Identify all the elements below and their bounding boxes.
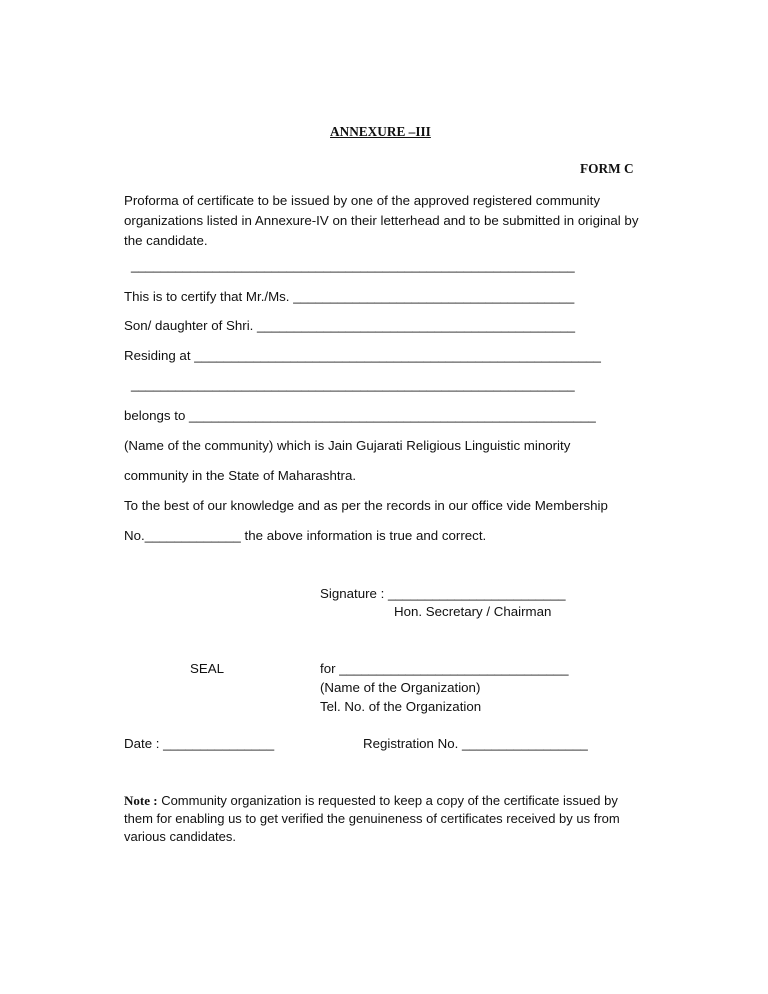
date-field: Date : _______________ xyxy=(124,736,275,751)
belongs-line: belongs to _______________________________________________________ xyxy=(124,408,596,423)
signatory-role: Hon. Secretary / Chairman xyxy=(394,604,552,619)
best-knowledge-line: To the best of our knowledge and as per the records in our office vide Membership xyxy=(124,498,608,513)
separator-line: ____________________________________________________________ xyxy=(131,258,575,273)
organization-tel-caption: Tel. No. of the Organization xyxy=(320,699,482,714)
son-daughter-line: Son/ daughter of Shri. ___________________________________________ xyxy=(124,318,576,333)
separator-line-2: ____________________________________________________________ xyxy=(131,377,575,392)
registration-field: Registration No. _________________ xyxy=(363,736,588,751)
signature-field: Signature : ________________________ xyxy=(320,586,566,601)
intro-paragraph: Proforma of certificate to be issued by one of the approved registered community organizations listed in Annexure-IV on their letterhead and to be submitted in original by the candidate. xyxy=(124,193,639,248)
certify-line: This is to certify that Mr./Ms. ______________________________________ xyxy=(124,289,575,304)
seal-label: SEAL xyxy=(190,661,225,676)
note-label: Note : xyxy=(124,793,158,808)
organization-field: for _______________________________ xyxy=(320,661,569,676)
residing-line: Residing at _______________________________________________________ xyxy=(124,348,601,363)
community-state-line: community in the State of Maharashtra. xyxy=(124,468,357,483)
note-text: Community organization is requested to keep a copy of the certificate issued by them for enabling us to get verified the genuineness of certificates received by us from various candidates. xyxy=(124,793,620,844)
form-label: FORM C xyxy=(580,161,634,176)
note-paragraph xyxy=(124,792,624,846)
annexure-title: ANNEXURE –III xyxy=(330,124,431,139)
membership-line: No._____________ the above information is true and correct. xyxy=(124,528,487,543)
community-name-line: (Name of the community) which is Jain Gujarati Religious Linguistic minority xyxy=(124,438,571,453)
organization-name-caption: (Name of the Organization) xyxy=(320,680,481,695)
